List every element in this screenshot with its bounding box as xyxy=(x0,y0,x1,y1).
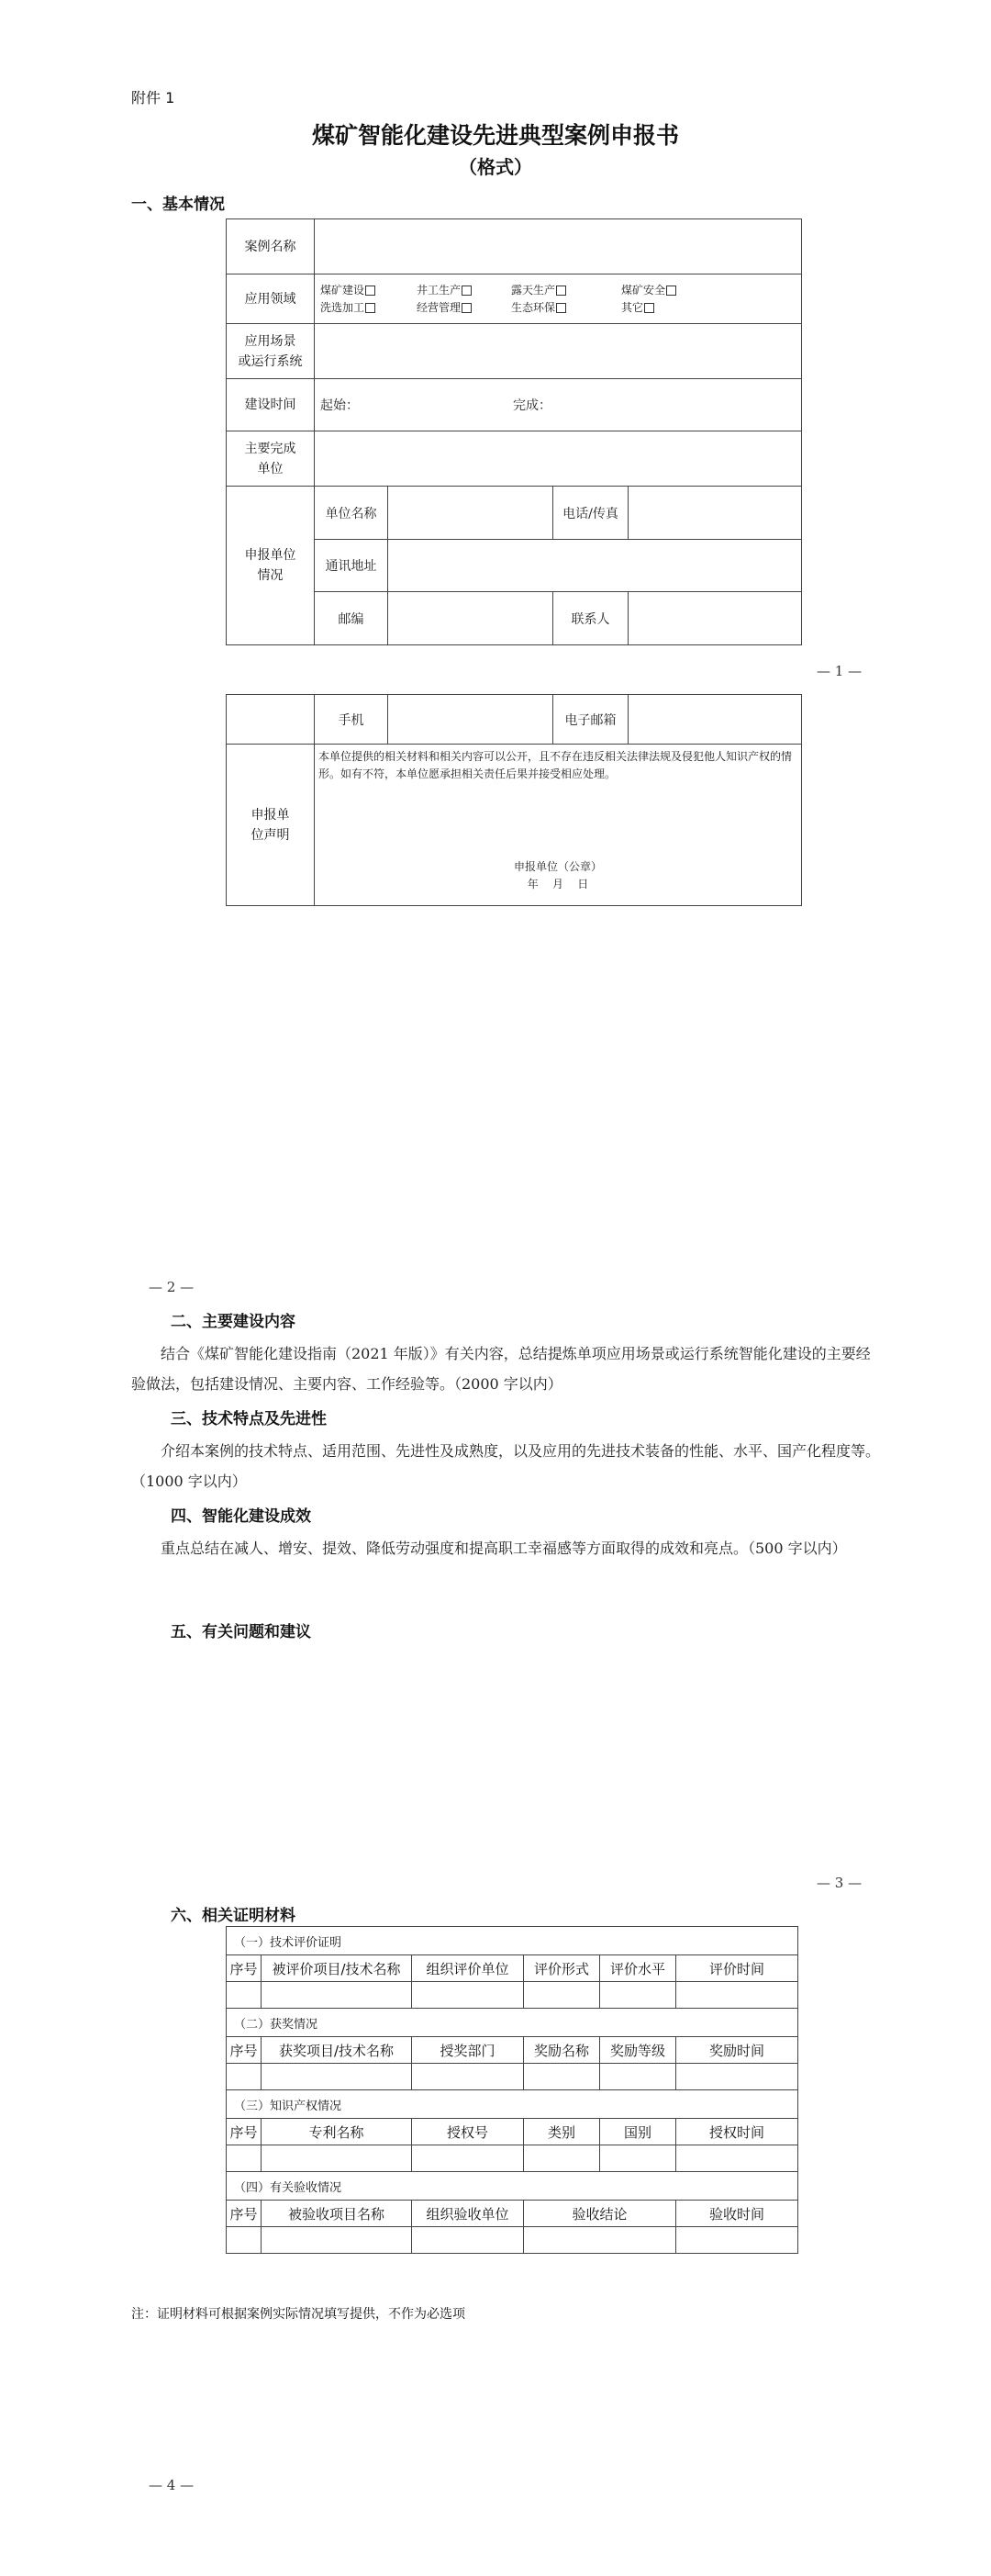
domain-options xyxy=(315,274,802,324)
group-awards-title: （二）获奖情况 xyxy=(227,2009,798,2037)
domain-option[interactable]: 经营管理 xyxy=(417,299,511,317)
checkbox-icon[interactable] xyxy=(365,303,375,313)
section4-text: 重点总结在减人、增安、提效、降低劳动强度和提高职工幸福感等方面取得的成效和亮点。（500 字以内） xyxy=(161,1540,847,1557)
group-ip-title: （三）知识产权情况 xyxy=(227,2090,798,2119)
materials-note: 注：证明材料可根据案例实际情况填写提供，不作为必选项 xyxy=(131,2307,465,2322)
document-subtitle: （格式） xyxy=(459,156,532,178)
section4-heading: 四、智能化建设成效 xyxy=(171,1507,311,1526)
address-field[interactable] xyxy=(388,540,802,592)
main-unit-field[interactable] xyxy=(315,431,802,487)
checkbox-icon[interactable] xyxy=(644,303,654,313)
evidence-table xyxy=(226,1926,798,2254)
col-header: 评价时间 xyxy=(676,1955,798,1982)
domain-option[interactable]: 煤矿安全 xyxy=(621,282,676,299)
col-header: 组织验收单位 xyxy=(412,2201,524,2227)
postcode-field[interactable] xyxy=(388,592,553,645)
domain-option[interactable]: 生态环保 xyxy=(511,299,621,317)
col-header: 奖励名称 xyxy=(524,2037,600,2064)
domain-option[interactable]: 井工生产 xyxy=(417,282,511,299)
section1-heading: 一、基本情况 xyxy=(131,196,225,214)
email-field[interactable] xyxy=(629,695,802,745)
unit-name-field[interactable] xyxy=(388,487,553,540)
main-unit-label: 主要完成 单位 xyxy=(227,431,315,487)
col-header: 评价水平 xyxy=(600,1955,676,1982)
checkbox-icon[interactable] xyxy=(556,303,566,313)
date-label: 年 月 日 xyxy=(527,878,589,890)
col-header: 类别 xyxy=(524,2119,600,2145)
declaration-text: 本单位提供的相关材料和相关内容可以公开，且不存在违反相关法律法规及侵犯他人知识产权的情形。如有不符，本单位愿承担相关责任后果并接受相应处理。 xyxy=(318,750,793,780)
col-header: 评价形式 xyxy=(524,1955,600,1982)
section6-heading: 六、相关证明材料 xyxy=(171,1907,295,1925)
domain-option[interactable]: 露天生产 xyxy=(511,282,621,299)
phone-fax-field[interactable] xyxy=(629,487,802,540)
domain-option[interactable]: 其它 xyxy=(621,299,654,317)
domain-label: 应用领域 xyxy=(227,274,315,324)
col-header: 国别 xyxy=(600,2119,676,2145)
declaration-label: 申报单 位声明 xyxy=(227,745,315,906)
mobile-field[interactable] xyxy=(388,695,553,745)
document-title: 煤矿智能化建设先进典型案例申报书 xyxy=(311,122,679,149)
page-number: — 3 — xyxy=(817,1875,863,1891)
build-time-label: 建设时间 xyxy=(227,379,315,431)
unit-name-label: 单位名称 xyxy=(315,487,388,540)
contact-label: 联系人 xyxy=(553,592,629,645)
group-acceptance-title: （四）有关验收情况 xyxy=(227,2172,798,2201)
basic-info-table xyxy=(226,218,802,645)
col-header: 被验收项目名称 xyxy=(262,2201,412,2227)
domain-option[interactable]: 煤矿建设 xyxy=(320,282,417,299)
col-header: 授奖部门 xyxy=(412,2037,524,2064)
section2-text: 结合《煤矿智能化建设指南（2021 年版）》有关内容，总结提炼单项应用场景或运行系统智能化建设的主要经验做法，包括建设情况、主要内容、工作经验等。（2000 字以内） xyxy=(131,1345,871,1393)
contact-field[interactable] xyxy=(629,592,802,645)
col-header: 组织评价单位 xyxy=(412,1955,524,1982)
build-time-field[interactable] xyxy=(315,379,802,431)
section3-text: 介绍本案例的技术特点、适用范围、先进性及成熟度，以及应用的先进技术装备的性能、水平、国产化程度等。（1000 字以内） xyxy=(131,1442,881,1490)
checkbox-icon[interactable] xyxy=(556,286,566,296)
col-header: 获奖项目/技术名称 xyxy=(262,2037,412,2064)
page-number: — 2 — xyxy=(149,1279,195,1295)
basic-info-table-continued xyxy=(226,694,802,906)
seal-label: 申报单位（公章） xyxy=(513,860,602,873)
col-header: 序号 xyxy=(227,2037,262,2064)
col-header: 验收时间 xyxy=(676,2201,798,2227)
col-header: 被评价项目/技术名称 xyxy=(262,1955,412,1982)
section5-heading: 五、有关问题和建议 xyxy=(171,1623,311,1641)
section2-heading: 二、主要建设内容 xyxy=(171,1313,295,1331)
checkbox-icon[interactable] xyxy=(462,286,472,296)
declaration-cell xyxy=(315,745,802,906)
scenario-field[interactable] xyxy=(315,324,802,379)
attachment-label: 附件 1 xyxy=(131,89,175,106)
email-label: 电子邮箱 xyxy=(553,695,629,745)
col-header: 序号 xyxy=(227,2119,262,2145)
checkbox-icon[interactable] xyxy=(462,303,472,313)
col-header: 奖励时间 xyxy=(676,2037,798,2064)
scenario-label: 应用场景 或运行系统 xyxy=(227,324,315,379)
case-name-label: 案例名称 xyxy=(227,219,315,274)
col-header: 序号 xyxy=(227,2201,262,2227)
checkbox-icon[interactable] xyxy=(666,286,676,296)
page-number: — 4 — xyxy=(149,2477,195,2493)
start-label: 起始： xyxy=(320,398,359,413)
section3-heading: 三、技术特点及先进性 xyxy=(171,1410,327,1428)
page-number: — 1 — xyxy=(817,663,863,679)
col-header: 序号 xyxy=(227,1955,262,1982)
postcode-label: 邮编 xyxy=(315,592,388,645)
applicant-label: 申报单位 情况 xyxy=(227,487,315,645)
address-label: 通讯地址 xyxy=(315,540,388,592)
col-header: 专利名称 xyxy=(262,2119,412,2145)
case-name-field[interactable] xyxy=(315,219,802,274)
checkbox-icon[interactable] xyxy=(365,286,375,296)
col-header: 授权时间 xyxy=(676,2119,798,2145)
end-label: 完成： xyxy=(513,398,551,413)
col-header: 奖励等级 xyxy=(600,2037,676,2064)
col-header: 授权号 xyxy=(412,2119,524,2145)
mobile-label: 手机 xyxy=(315,695,388,745)
domain-option[interactable]: 洗选加工 xyxy=(320,299,417,317)
phone-fax-label: 电话/传真 xyxy=(553,487,629,540)
group-tech-eval-title: （一）技术评价证明 xyxy=(227,1927,798,1955)
col-header: 验收结论 xyxy=(524,2201,676,2227)
